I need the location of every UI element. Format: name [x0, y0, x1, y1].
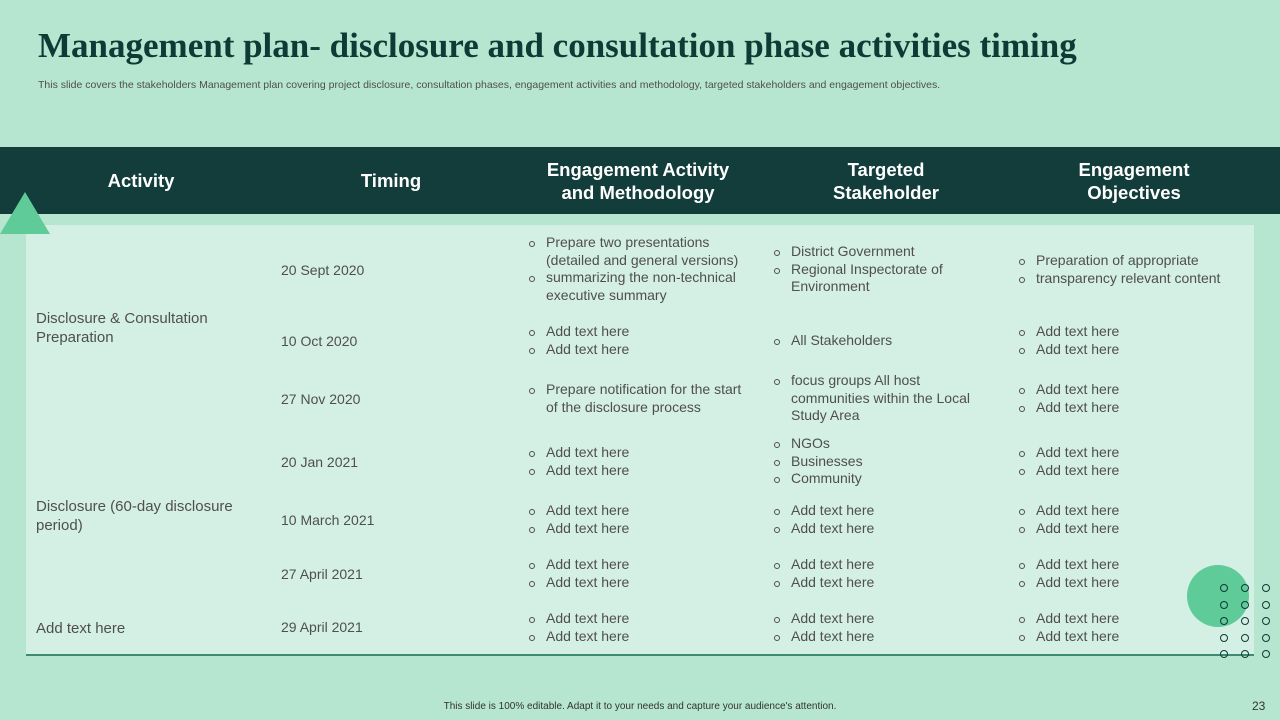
engagement-list: [528, 556, 754, 591]
stakeholder-list: [773, 556, 995, 591]
list-item: Add text here: [1018, 399, 1248, 417]
list-item: NGOs: [773, 435, 995, 453]
list-item: Add text here: [1018, 520, 1248, 538]
stakeholder-list: [773, 372, 989, 425]
list-item: All Stakeholders: [773, 332, 995, 350]
list-item: Add text here: [528, 444, 754, 462]
header-activity: Activity: [107, 170, 175, 191]
triangle-decoration: [0, 192, 50, 234]
list-item: Prepare notification for the start of the disclosure process: [528, 381, 754, 416]
timing-cell: 27 Nov 2020: [281, 391, 361, 407]
activity-cell: Disclosure (60-day disclosure period): [36, 498, 233, 534]
list-item: Add text here: [773, 556, 995, 574]
list-item: Prepare two presentations (detailed and general versions): [528, 234, 754, 269]
engagement-list: [528, 502, 754, 537]
header-stakeholder: Targeted Stakeholder: [833, 158, 939, 203]
slide-title: Management plan- disclosure and consultation phase activities timing: [38, 26, 1077, 65]
stakeholder-list: [773, 502, 995, 537]
timing-cell: 10 March 2021: [281, 512, 375, 528]
timing-cell: 27 April 2021: [281, 566, 363, 582]
list-item: Add text here: [528, 462, 754, 480]
list-item: Add text here: [1018, 341, 1248, 359]
timing-cell: 10 Oct 2020: [281, 333, 358, 349]
list-item: transparency relevant content: [1018, 270, 1248, 288]
list-item: Add text here: [1018, 610, 1248, 628]
list-item: Add text here: [528, 341, 754, 359]
list-item: Add text here: [1018, 462, 1248, 480]
list-item: Add text here: [528, 556, 754, 574]
engagement-list: [528, 381, 754, 416]
list-item: District Government: [773, 243, 995, 261]
objectives-list: [1018, 444, 1248, 479]
activity-cell: Add text here: [36, 620, 126, 637]
list-item: Add text here: [773, 610, 995, 628]
list-item: Add text here: [1018, 628, 1248, 646]
list-item: Community: [773, 470, 995, 488]
objectives-list: [1018, 381, 1248, 416]
objectives-list: [1018, 323, 1248, 358]
list-item: Preparation of appropriate: [1018, 252, 1248, 270]
timing-cell: 20 Jan 2021: [281, 454, 359, 470]
list-item: Regional Inspectorate of Environment: [773, 261, 995, 296]
footer-note: This slide is 100% editable. Adapt it to your needs and capture your audience's attention.: [443, 701, 837, 712]
page-number: 23: [1252, 699, 1266, 713]
list-item: Add text here: [1018, 381, 1248, 399]
timing-cell: 20 Sept 2020: [281, 262, 365, 278]
engagement-list: [528, 444, 754, 479]
list-item: Add text here: [528, 574, 754, 592]
stakeholder-list: [773, 610, 995, 645]
timing-cell: 29 April 2021: [281, 619, 363, 635]
stakeholder-list: [773, 243, 995, 296]
list-item: Add text here: [1018, 502, 1248, 520]
objectives-list: [1018, 252, 1248, 287]
slide-subtitle: This slide covers the stakeholders Management plan covering project disclosure, consultation phases, engagement activities and methodology, targeted stakeholders and engagement objectives.: [38, 79, 941, 91]
list-item: Add text here: [528, 323, 754, 341]
stakeholder-list: [773, 435, 995, 488]
header-engagement: Engagement Activity and Methodology: [546, 158, 730, 203]
list-item: Add text here: [773, 574, 995, 592]
dot-grid-decoration: [1220, 584, 1272, 658]
list-item: Add text here: [528, 520, 754, 538]
list-item: Add text here: [773, 520, 995, 538]
list-item: Add text here: [528, 502, 754, 520]
header-timing: Timing: [360, 170, 422, 191]
list-item: Add text here: [1018, 574, 1248, 592]
list-item: Add text here: [528, 628, 754, 646]
list-item: Add text here: [1018, 556, 1248, 574]
list-item: Businesses: [773, 453, 995, 471]
objectives-list: [1018, 502, 1248, 537]
list-item: summarizing the non-technical executive summary: [528, 269, 754, 304]
list-item: Add text here: [773, 502, 995, 520]
engagement-list: [528, 323, 754, 358]
header-objectives: Engagement Objectives: [1078, 158, 1190, 203]
stakeholder-list: [773, 332, 995, 350]
list-item: Add text here: [528, 610, 754, 628]
list-item: Add text here: [1018, 323, 1248, 341]
engagement-list: [528, 234, 754, 304]
table-header: [0, 147, 1280, 214]
list-item: focus groups All host communities within the Local Study Area: [773, 372, 989, 425]
engagement-list: [528, 610, 754, 645]
list-item: Add text here: [1018, 444, 1248, 462]
activity-cell: Disclosure & Consultation Preparation: [36, 310, 208, 346]
list-item: Add text here: [773, 628, 995, 646]
